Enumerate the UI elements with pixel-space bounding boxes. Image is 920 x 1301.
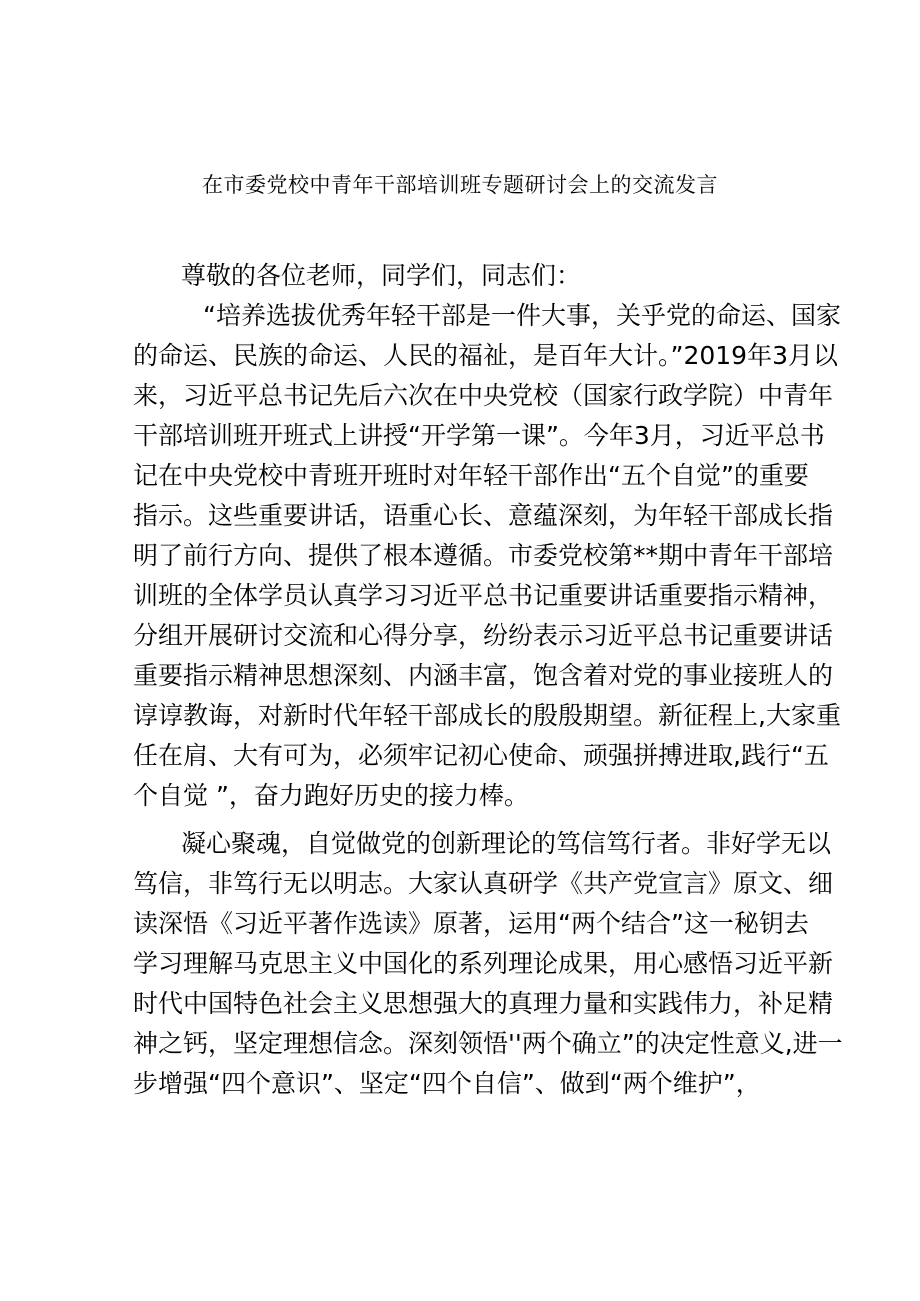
paragraph-line: 谆谆教诲，对新时代年轻干部成长的殷殷期望。新征程上,大家重 <box>133 701 841 730</box>
paragraph-line: 分组开展研讨交流和心得分享，纷纷表示习近平总书记重要讲话 <box>133 621 834 650</box>
paragraph-line: 训班的全体学员认真学习习近平总书记重要讲话重要指示精神， <box>133 581 834 610</box>
paragraph-1 <box>133 296 841 816</box>
paragraph-line: 明了前行方向、提供了根本遵循。市委党校第**期中青年干部培 <box>133 541 834 570</box>
greeting-line: 尊敬的各位老师，同学们，同志们： <box>181 261 582 290</box>
paragraph-line: 学习理解马克思主义中国化的系列理论成果，用心感悟习近平新 <box>133 949 834 978</box>
paragraph-line: 重要指示精神思想深刻、内涵丰富，饱含着对党的事业接班人的 <box>133 661 834 690</box>
paragraph-line: 来，习近平总书记先后六次在中央党校（国家行政学院）中青年 <box>133 381 834 410</box>
paragraph-line: 凝心聚魂，自觉做党的创新理论的笃信笃行者。非好学无以 <box>181 829 832 858</box>
paragraph-line: 步增强“四个意识”、坚定“四个自信”、做到“两个维护”， <box>133 1069 761 1098</box>
paragraph-line: 笃信，非笃行无以明志。大家认真研学《共产党宣言》原文、细 <box>133 869 834 898</box>
paragraph-line: 记在中央党校中青班开班时对年轻干部作出“五个自觉”的重要 <box>133 461 809 490</box>
paragraph-line: 的命运、民族的命运、人民的福祉，是百年大计。”2019年3月以 <box>133 341 838 370</box>
document-body <box>133 256 843 1104</box>
paragraph-line: 神之钙，坚定理想信念。深刻领悟''两个确立”的决定性意义,进一 <box>133 1029 843 1058</box>
paragraph-line: 时代中国特色社会主义思想强大的真理力量和实践伟力，补足精 <box>133 989 834 1018</box>
paragraph-line: 干部培训班开班式上讲授“开学第一课”。今年3月，习近平总书 <box>133 421 825 450</box>
paragraph-line: 任在肩、大有可为，必须牢记初心使命、顽强拼搏进取,践行“五 <box>133 741 829 770</box>
paragraph-line: 指示。这些重要讲话，语重心长、意蕴深刻，为年轻干部成长指 <box>133 501 834 530</box>
paragraph-2 <box>133 824 843 1104</box>
paragraph-line: 读深悟《习近平著作选读》原著，运用“两个结合”这一秘钥去 <box>133 909 809 938</box>
document-title: 在市委党校中青年干部培训班专题研讨会上的交流发言 <box>202 173 718 197</box>
paragraph-line: “培养选拔优秀年轻干部是一件大事，关乎党的命运、国家 <box>203 301 841 330</box>
paragraph-line: 个自觉 ”，奋力跑好历史的接力棒。 <box>133 781 529 810</box>
